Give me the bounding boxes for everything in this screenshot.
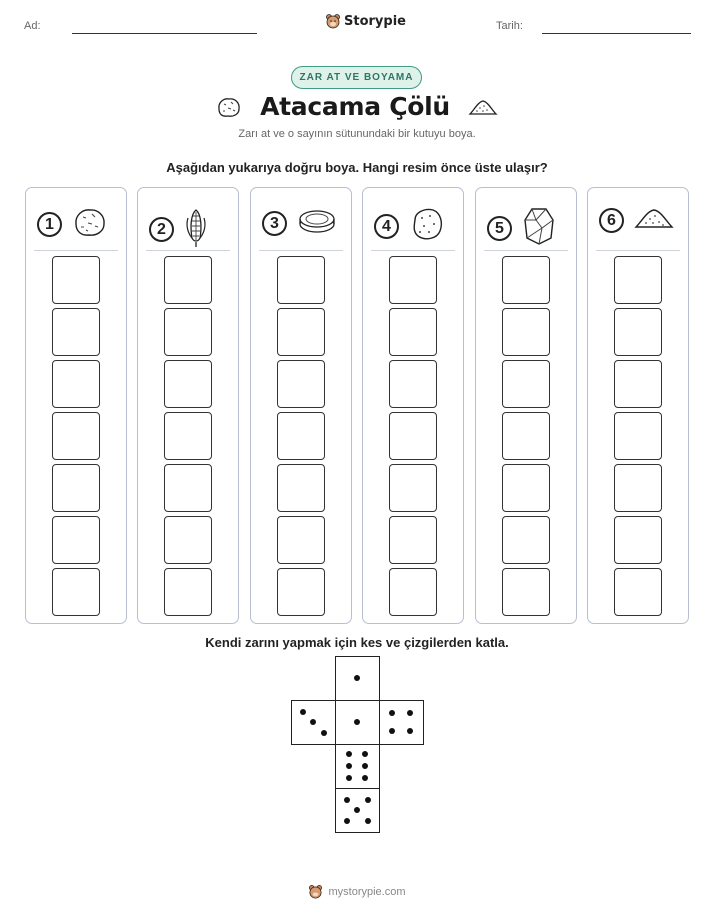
color-box[interactable] <box>502 360 550 408</box>
brand-name: Storypie <box>344 13 406 29</box>
page-title: Atacama Çölü <box>260 92 450 121</box>
color-box[interactable] <box>52 568 100 616</box>
color-box[interactable] <box>389 308 437 356</box>
column-4 <box>362 187 464 624</box>
coin-icon <box>297 206 337 241</box>
dice-pip <box>344 818 350 824</box>
color-box[interactable] <box>389 516 437 564</box>
dice-pip <box>321 730 327 736</box>
column-3 <box>250 187 352 624</box>
color-box[interactable] <box>164 412 212 460</box>
column-2 <box>137 187 239 624</box>
coloring-instruction: Aşağıdan yukarıya doğru boya. Hangi resim önce üste ulaşır? <box>166 160 548 175</box>
title-row <box>0 92 714 121</box>
color-box[interactable] <box>502 412 550 460</box>
color-box[interactable] <box>614 464 662 512</box>
color-box[interactable] <box>277 568 325 616</box>
column-number: 6 <box>599 208 624 233</box>
footer-url[interactable]: mystorypie.com <box>328 885 406 898</box>
color-box[interactable] <box>52 308 100 356</box>
name-line <box>72 33 257 34</box>
column-divider <box>146 250 230 251</box>
color-box[interactable] <box>502 256 550 304</box>
color-box[interactable] <box>502 464 550 512</box>
color-box[interactable] <box>277 360 325 408</box>
color-box[interactable] <box>614 256 662 304</box>
dice-face-1 <box>335 700 380 745</box>
dice-face-4 <box>379 700 424 745</box>
activity-badge: ZAR AT VE BOYAMA <box>291 66 422 89</box>
color-box[interactable] <box>164 464 212 512</box>
color-box[interactable] <box>614 412 662 460</box>
color-box[interactable] <box>389 412 437 460</box>
color-box[interactable] <box>389 360 437 408</box>
column-divider <box>259 250 343 251</box>
color-box[interactable] <box>389 568 437 616</box>
color-box[interactable] <box>389 256 437 304</box>
color-box[interactable] <box>502 308 550 356</box>
color-box[interactable] <box>52 516 100 564</box>
column-number: 3 <box>262 211 287 236</box>
dice-pip <box>389 710 395 716</box>
column-divider <box>34 250 118 251</box>
dice-pip <box>407 710 413 716</box>
dice-face-5 <box>335 788 380 833</box>
color-box[interactable] <box>614 308 662 356</box>
color-box[interactable] <box>277 464 325 512</box>
color-box[interactable] <box>614 568 662 616</box>
dice-pip <box>354 807 360 813</box>
column-number: 4 <box>374 214 399 239</box>
color-box[interactable] <box>52 412 100 460</box>
color-box[interactable] <box>164 256 212 304</box>
bear-icon <box>308 884 323 899</box>
column-1 <box>25 187 127 624</box>
dice-face-3 <box>291 700 336 745</box>
color-box[interactable] <box>389 464 437 512</box>
color-box[interactable] <box>277 256 325 304</box>
dice-pip <box>346 775 352 781</box>
color-box[interactable] <box>277 308 325 356</box>
column-divider <box>484 250 568 251</box>
name-label: Ad: <box>24 20 41 32</box>
color-box[interactable] <box>502 568 550 616</box>
color-box[interactable] <box>277 412 325 460</box>
sand-pile-icon <box>468 98 498 116</box>
color-box[interactable] <box>52 360 100 408</box>
dice-pip <box>354 719 360 725</box>
dice-face-6 <box>335 744 380 789</box>
color-box[interactable] <box>164 308 212 356</box>
color-box[interactable] <box>52 256 100 304</box>
dice-pip <box>365 818 371 824</box>
subtitle: Zarı at ve o sayının sütunundaki bir kutuyu boya. <box>238 128 476 140</box>
sand-pile-icon <box>634 206 674 235</box>
column-header <box>149 206 208 253</box>
dice-pip <box>354 675 360 681</box>
column-6 <box>587 187 689 624</box>
color-box[interactable] <box>614 360 662 408</box>
column-header <box>487 206 556 251</box>
color-box[interactable] <box>502 516 550 564</box>
bear-icon <box>325 13 341 29</box>
column-divider <box>596 250 680 251</box>
potato-icon <box>409 206 445 247</box>
color-box[interactable] <box>164 568 212 616</box>
dice-instruction: Kendi zarını yapmak için kes ve çizgilerden katla. <box>205 635 509 650</box>
crystal-icon <box>522 206 556 251</box>
column-header <box>599 206 674 235</box>
column-header <box>374 206 445 247</box>
date-line <box>542 33 691 34</box>
color-box[interactable] <box>164 516 212 564</box>
rock-icon <box>72 206 108 243</box>
column-number: 2 <box>149 217 174 242</box>
date-label: Tarih: <box>496 20 523 32</box>
color-box[interactable] <box>277 516 325 564</box>
column-header <box>37 206 108 243</box>
dice-pip <box>362 763 368 769</box>
dice-face-1 <box>335 656 380 701</box>
color-box[interactable] <box>52 464 100 512</box>
column-number: 5 <box>487 216 512 241</box>
corn-icon <box>184 206 208 253</box>
color-box[interactable] <box>614 516 662 564</box>
color-box[interactable] <box>164 360 212 408</box>
dice-pip <box>365 797 371 803</box>
dice-pip <box>346 751 352 757</box>
column-header <box>262 206 337 241</box>
storypie-logo <box>325 13 406 29</box>
rock-icon <box>216 96 242 118</box>
column-number: 1 <box>37 212 62 237</box>
dice-pip <box>407 728 413 734</box>
dice-pip <box>300 709 306 715</box>
dice-pip <box>346 763 352 769</box>
column-divider <box>371 250 455 251</box>
dice-pip <box>344 797 350 803</box>
footer <box>0 884 714 899</box>
dice-pip <box>389 728 395 734</box>
column-5 <box>475 187 577 624</box>
dice-pip <box>362 751 368 757</box>
dice-pip <box>362 775 368 781</box>
dice-pip <box>310 719 316 725</box>
